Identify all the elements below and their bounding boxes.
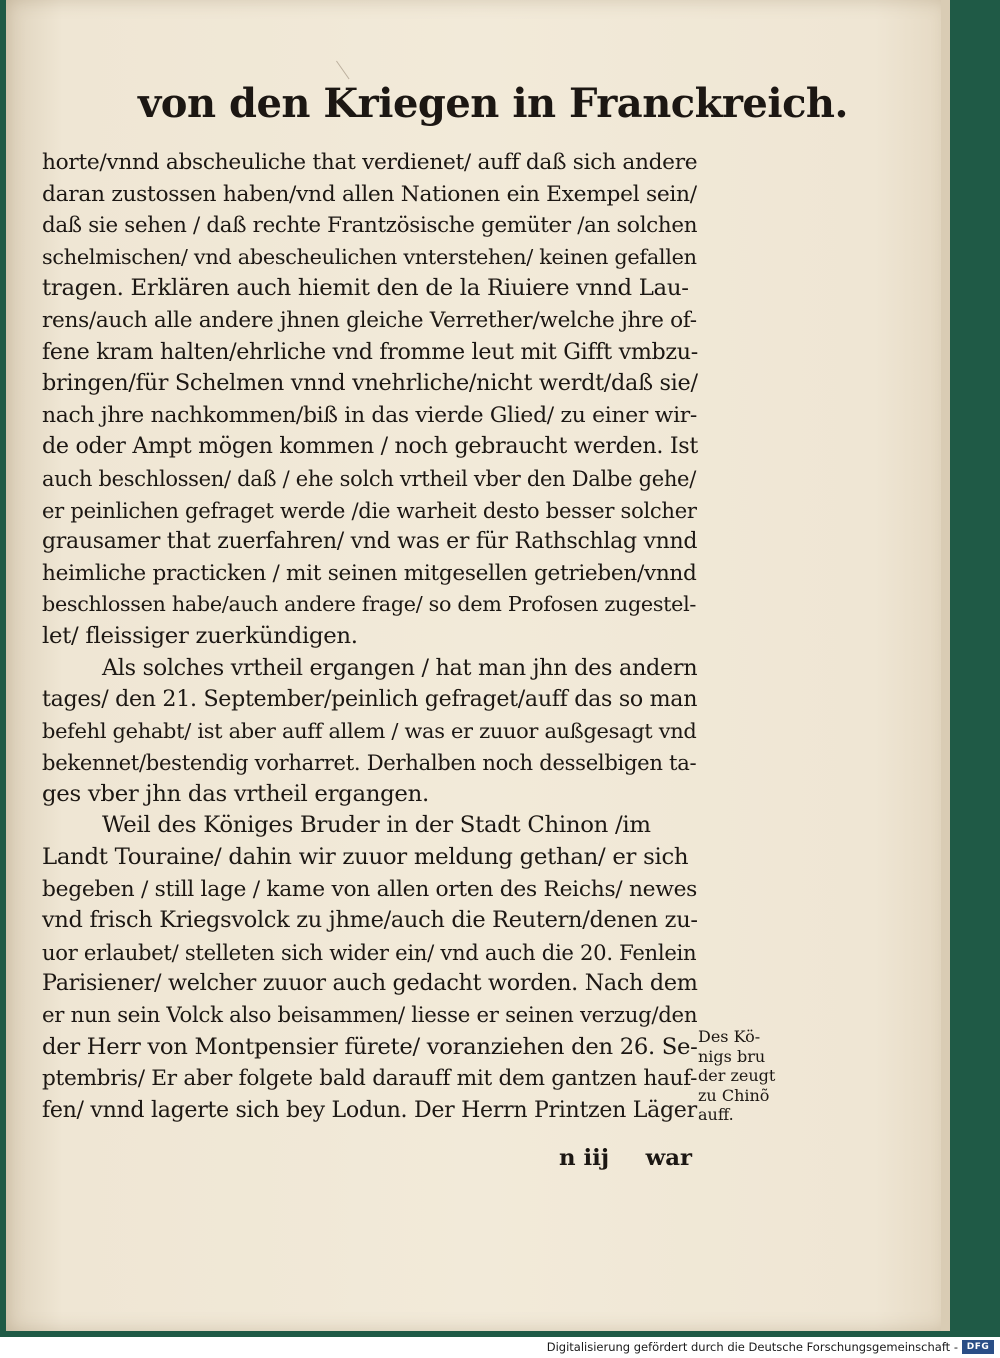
text-line: horte/vnnd abscheuliche that verdienet/ auff daß sich andere (42, 150, 698, 175)
text-line: der Herr von Montpensier fürete/ voranziehen den 26. Se- (42, 1033, 698, 1060)
text-line: Weil des Königes Bruder in der Stadt Chinon /im (102, 812, 651, 839)
text-line: begeben / still lage / kame von allen orten des Reichs/ newes (42, 876, 698, 902)
text-line: heimliche practicken / mit seinen mitgesellen getrieben/vnnd (42, 560, 697, 586)
text-line: grausamer that zuerfahren/ vnd was er für Rathschlag vnnd (42, 529, 698, 555)
text-line: vnd frisch Kriegsvolck zu jhme/auch die Reutern/denen zu- (42, 907, 698, 934)
text-line: beschlossen habe/auch andere frage/ so dem Profosen zugestel- (42, 592, 697, 617)
text-line: bringen/für Schelmen vnnd vnehrliche/nicht werdt/daß sie/ (42, 370, 698, 397)
margin-note-line: nigs bru (698, 1046, 766, 1066)
text-line: auch beschlossen/ daß / ehe solch vrtheil vber den Dalbe gehe/ (42, 465, 696, 491)
text-line: befehl gehabt/ ist aber auff allem / was er zuuor außgesagt vnd (42, 718, 697, 743)
text-line: er peinlichen gefraget werde /die warheit desto besser solcher (42, 497, 697, 523)
margin-note-line: auff. (698, 1105, 734, 1124)
book-page (6, 0, 950, 1331)
text-line: ges vber jhn das vrtheil ergangen. (42, 780, 429, 807)
text-line: fen/ vnnd lagerte sich bey Lodun. Der Herrn Printzen Läger (42, 1096, 697, 1123)
text-line: daß sie sehen / daß rechte Frantzösische gemüter /an solchen (42, 213, 698, 239)
text-line: Landt Touraine/ dahin wir zuuor meldung gethan/ er sich (42, 844, 689, 871)
text-line: tragen. Erklären auch hiemit den de la Riuiere vnnd Lau- (42, 275, 689, 302)
margin-note-line: Des Kö- (698, 1027, 761, 1046)
credit-bar (0, 1337, 1000, 1358)
text-line: Parisiener/ welcher zuuor auch gedacht worden. Nach dem (42, 970, 698, 997)
running-head: von den Kriegen in Franckreich. (138, 80, 848, 127)
text-line: Als solches vrtheil ergangen / hat man jhn des andern (102, 654, 698, 681)
text-line: schelmischen/ vnd abescheulichen vnterstehen/ keinen gefallen (42, 244, 697, 269)
signature-mark: n iij (559, 1145, 610, 1171)
text-line: uor erlaubet/ stelleten sich wider ein/ vnd auch die 20. Fenlein (42, 939, 697, 965)
margin-note-line: der zeugt (698, 1066, 776, 1085)
credit-text: Digitalisierung gefördert durch die Deutsche Forschungsgemeinschaft - (546, 1340, 958, 1354)
text-line: let/ fleissiger zuerkündigen. (42, 622, 358, 649)
text-line: nach jhre nachkommen/biß in das vierde Glied/ zu einer wir- (42, 402, 697, 428)
body-text (42, 147, 698, 1126)
text-line: er nun sein Volck also beisammen/ liesse er seinen verzug/den (42, 1003, 698, 1029)
dfg-logo: DFG (962, 1340, 994, 1354)
margin-note (698, 1027, 808, 1125)
text-line: daran zustossen haben/vnd allen Nationen ein Exempel sein/ (42, 181, 697, 207)
text-line: rens/auch alle andere jhnen gleiche Verrether/welche jhre of- (42, 307, 697, 333)
catchword: war (645, 1145, 692, 1171)
text-line: tages/ den 21. September/peinlich gefraget/auff das so man (42, 686, 698, 713)
text-line: fene kram halten/ehrliche vnd fromme leut mit Gifft vmbzu- (42, 338, 698, 365)
text-line: ptembris/ Er aber folgete bald darauff mit dem gantzen hauf- (42, 1066, 698, 1092)
page-footer (42, 1145, 698, 1177)
text-line: bekennet/bestendig vorharret. Derhalben noch desselbigen ta- (42, 750, 697, 776)
text-line: de oder Ampt mögen kommen / noch gebraucht werden. Ist (42, 433, 699, 460)
margin-note-line: zu Chinõ (698, 1085, 770, 1105)
page-edge (941, 0, 950, 1331)
paper-fold-mark (336, 53, 361, 80)
